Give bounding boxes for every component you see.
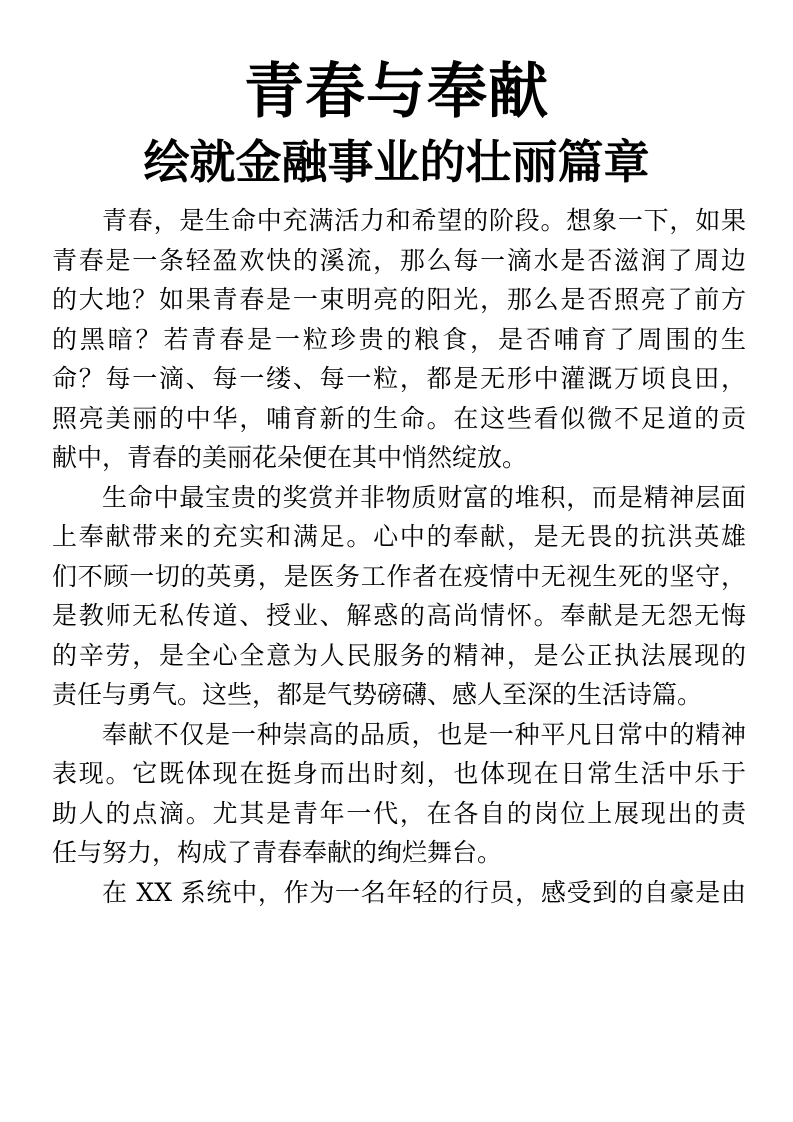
text-line: 生命中最宝贵的奖赏并非物质财富的堆积，而是精神层面 [102,482,746,512]
text-line: 命？每一滴、每一缕、每一粒，都是无形中灌溉万顷良田， [52,364,746,393]
text-line: 奉献不仅是一种崇高的品质，也是一种平凡日常中的精神 [102,719,746,749]
text-line: 的黑暗？若青春是一粒珍贵的粮食，是否哺育了周围的生 [52,324,746,354]
text-line: 青春，是生命中充满活力和希望的阶段。想象一下，如果 [102,206,746,235]
text-line: 上奉献带来的充实和满足。心中的奉献，是无畏的抗洪英雄 [52,522,746,551]
text-line: 的大地？如果青春是一束明亮的阳光，那么是否照亮了前方 [52,285,746,314]
document-subtitle: 绘就金融事业的壮丽篇章 [143,135,650,189]
text-line: 责任与勇气。这些，都是气势磅礴、感人至深的生活诗篇。 [52,680,703,709]
document-body [52,201,746,912]
text-line: 表现。它既体现在挺身而出时刻，也体现在日常生活中乐于 [52,759,746,788]
text-line: 们不顾一切的英勇，是医务工作者在疫情中无视生死的坚守， [52,561,746,591]
paragraph-3 [52,715,746,873]
text-line: 的辛劳，是全心全意为人民服务的精神，是公正执法展现的 [52,640,746,670]
document-title: 青春与奉献 [244,57,549,127]
text-line: 助人的点滴。尤其是青年一代，在各自的岗位上展现出的责 [52,798,746,828]
text-line: 任与努力，构成了青春奉献的绚烂舞台。 [52,838,503,867]
paragraph-2 [52,478,746,715]
text-line: 照亮美丽的中华，哺育新的生命。在这些看似微不足道的贡 [52,403,746,433]
text-line: 在 XX 系统中，作为一名年轻的行员，感受到的自豪是由 [102,877,746,907]
text-line: 献中，青春的美丽花朵便在其中悄然绽放。 [52,443,528,472]
paragraph-1 [52,201,746,478]
text-line: 青春是一条轻盈欢快的溪流，那么每一滴水是否滋润了周边 [52,245,746,275]
text-line: 是教师无私传道、授业、解惑的高尚情怀。奉献是无怨无悔 [52,601,746,630]
paragraph-4 [52,873,746,913]
